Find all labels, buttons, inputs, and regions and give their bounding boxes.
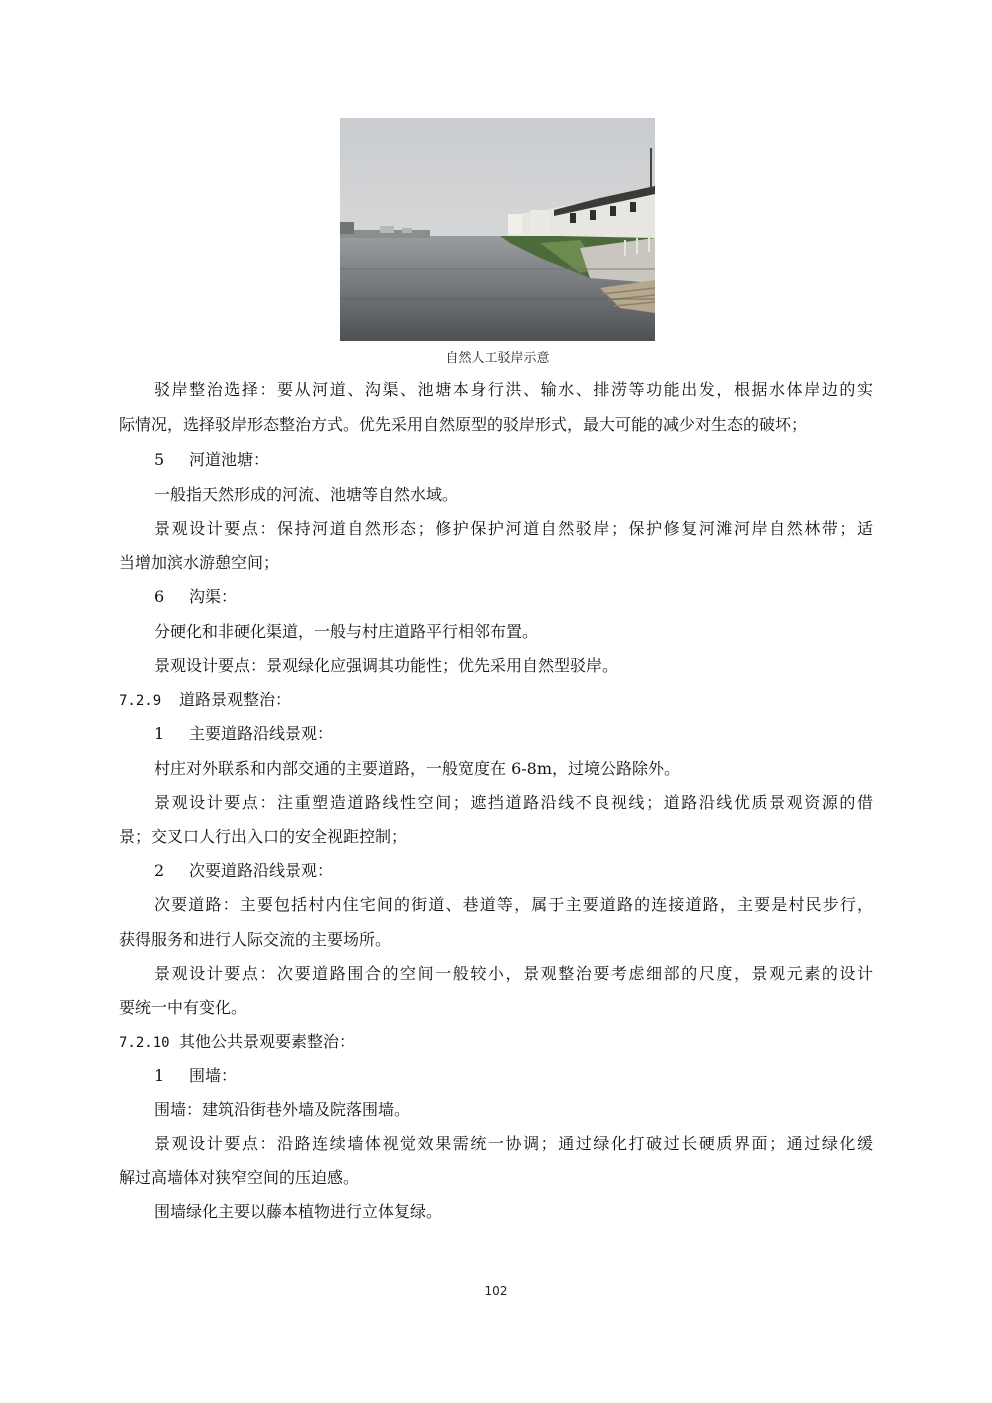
section-title: 次要道路沿线景观：: [189, 861, 334, 880]
section-1-heading: [154, 722, 333, 746]
paragraph-revetment-line1: 驳岸整治选择：要从河道、沟渠、池塘本身行洪、输水、排涝等功能出发，根据水体岸边的实: [154, 380, 873, 399]
section-number: 1: [154, 724, 165, 743]
section-title: 河道池塘：: [189, 450, 270, 469]
paragraph-wall-design-line1: 景观设计要点：沿路连续墙体视觉效果需统一协调；通过绿化打破过长硬质界面；通过绿化缓: [154, 1134, 873, 1153]
section-2-heading: [154, 859, 333, 883]
heading-7-2-10: [119, 1030, 355, 1055]
section-title: 围墙：: [189, 1066, 238, 1085]
section-number: 6: [154, 587, 165, 606]
section-6-heading: [154, 585, 237, 609]
heading-number: 7.2.9: [119, 693, 162, 709]
paragraph-wall: 围墙：建筑沿街巷外墙及院落围墙。: [154, 1100, 411, 1119]
section-title: 沟渠：: [189, 587, 238, 606]
page-number: 102: [484, 1284, 508, 1298]
riverbank-photo: [340, 118, 655, 341]
paragraph-secondary-road-design-line2: 要统一中有变化。: [119, 998, 248, 1017]
section-5-heading: [154, 448, 269, 472]
section-number: 1: [154, 1066, 165, 1085]
paragraph-ditch-design: 景观设计要点：景观绿化应强调其功能性；优先采用自然型驳岸。: [154, 656, 619, 675]
section-title: 主要道路沿线景观：: [189, 724, 334, 743]
heading-number: 7.2.10: [119, 1035, 170, 1051]
section-number: 2: [154, 861, 165, 880]
paragraph-revetment-line2: 际情况，选择驳岸形态整治方式。优先采用自然原型的驳岸形式，最大可能的减少对生态的破坏；: [119, 415, 808, 434]
section-1b-heading: [154, 1064, 237, 1088]
paragraph-main-road: 村庄对外联系和内部交通的主要道路，一般宽度在 6-8m，过境公路除外。: [154, 759, 681, 778]
paragraph-main-road-design-line1: 景观设计要点：注重塑造道路线性空间；遮挡道路沿线不良视线；道路沿线优质景观资源的借: [154, 793, 873, 812]
paragraph-river-design-line2: 当增加滨水游憩空间；: [119, 553, 280, 572]
paragraph-river-design-line1: 景观设计要点：保持河道自然形态；修护保护河道自然驳岸；保护修复河滩河岸自然林带；适: [154, 519, 873, 538]
section-number: 5: [154, 450, 165, 469]
paragraph-secondary-road-line2: 获得服务和进行人际交流的主要场所。: [119, 930, 392, 949]
paragraph-main-road-design-line2: 景；交叉口人行出入口的安全视距控制；: [119, 827, 408, 846]
paragraph-river-pond: 一般指天然形成的河流、池塘等自然水域。: [154, 485, 459, 504]
paragraph-ditch: 分硬化和非硬化渠道，一般与村庄道路平行相邻布置。: [154, 622, 539, 641]
figure-caption: 自然人工驳岸示意: [445, 351, 550, 366]
paragraph-secondary-road-design-line1: 景观设计要点：次要道路围合的空间一般较小，景观整治要考虑细部的尺度，景观元素的设计: [154, 964, 873, 983]
paragraph-wall-design-line2: 解过高墙体对狭窄空间的压迫感。: [119, 1168, 360, 1187]
paragraph-secondary-road-line1: 次要道路：主要包括村内住宅间的街道、巷道等，属于主要道路的连接道路，主要是村民步行，: [154, 895, 873, 914]
heading-7-2-9: [119, 688, 291, 713]
paragraph-wall-greening: 围墙绿化主要以藤本植物进行立体复绿。: [154, 1202, 443, 1221]
heading-title: 其他公共景观要素整治：: [179, 1032, 356, 1051]
heading-title: 道路景观整治：: [179, 690, 292, 709]
